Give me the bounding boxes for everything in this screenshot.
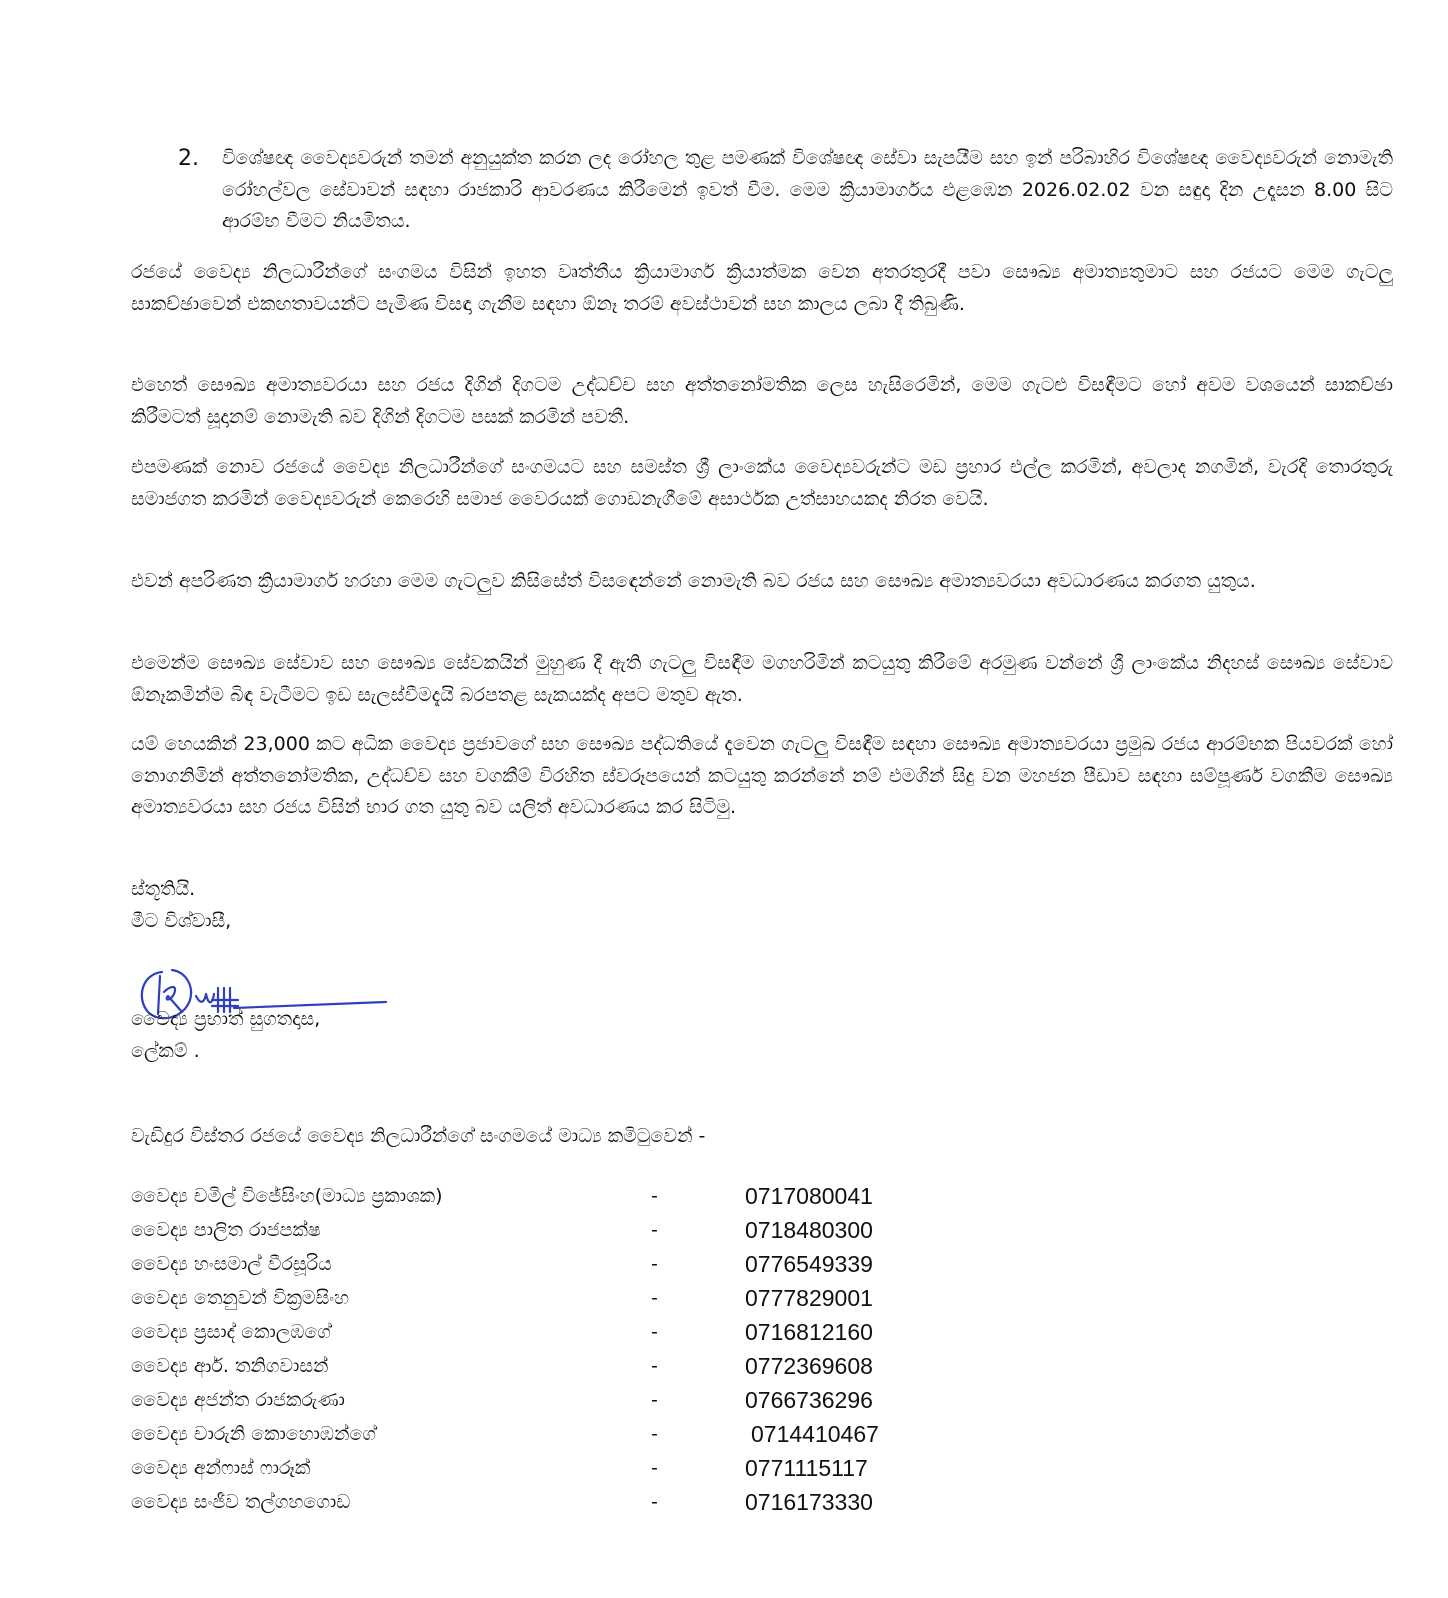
- closing-thanks: ස්තූතියි.: [131, 878, 196, 900]
- contact-list: [131, 1179, 931, 1519]
- paragraph-2: එහෙත් සෞඛ්‍ය අමාත්‍යවරයා සහ රජය දිගින් දිගටම උද්ධච්ච සහ අත්තනෝමතික ලෙස හැසිරෙමින්, මෙම ගැටළු විසඳීමට හෝ අවම වශයෙන් සාකච්ඡා කිරීමටත් සූදානම් නොමැති බව දිගින් දිගටම පසක් කරමින් පවතී.: [131, 374, 1393, 428]
- contact-row: [131, 1179, 931, 1213]
- contact-row: [131, 1349, 931, 1383]
- contact-separator: -: [651, 1253, 658, 1275]
- paragraph-3: එපමණක් නොව රජයේ වෛද්‍ය නිලධාරීන්ගේ සංගමයට සහ සමස්ත ශ්‍රී ලාංකේය වෛද්‍යවරුන්ට මඩ ප්‍රහාර එල්ල කරමින්, අවලාද නගමින්, වැරදි තොරතුරු සමාජගත කරමින් වෛද්‍යවරුන් කෙරෙහි සමාජ වෛරයක් ගොඩනැගීමේ අසාර්ථක උත්සාහයකද නිරත වෙයි.: [131, 456, 1393, 510]
- contact-phone: 0717080041: [745, 1183, 873, 1209]
- paragraph-6: යම් හෙයකින් 23,000 කට අධික වෛද්‍ය ප්‍රජාවගේ සහ සෞඛ්‍ය පද්ධතියේ දැවෙන ගැටලු විසඳීම සඳහා සෞඛ්‍ය අමාත්‍යවරයා ප්‍රමුඛ රජය ආරම්භක පියවරක් හෝ නොගනිමින් අත්තනෝමතික, උද්ධච්ච සහ වගකීම් විරහිත ස්වරූපයෙන් කටයුතු කරන්නේ නම් එමගින් සිදු වන මහජන පීඩාව සඳහා සම්පූර්ණ වගකීම සෞඛ්‍ය අමාත්‍යවරයා සහ රජය විසින් භාර ගත යුතු බව යලිත් අවධාරණය කර සිටිමු.: [131, 733, 1393, 818]
- contact-separator: -: [651, 1491, 658, 1513]
- contact-phone: 0776549339: [745, 1251, 873, 1277]
- contact-name: වෛද්‍ය තෙනුවන් වික්‍රමසිංහ: [131, 1287, 350, 1309]
- contact-separator: -: [651, 1389, 658, 1411]
- contact-phone: 0766736296: [745, 1387, 873, 1413]
- signatory-title: ලේකම් .: [131, 1040, 200, 1062]
- contact-row: [131, 1315, 931, 1349]
- contact-name: වෛද්‍ය චමිල් විජේසිංහ(මාධ්‍ය ප්‍රකාශක): [131, 1185, 443, 1207]
- contact-separator: -: [651, 1287, 658, 1309]
- contact-separator: -: [651, 1423, 658, 1445]
- contact-name: වෛද්‍ය චාරුනි කොහොඹන්ගේ: [131, 1423, 376, 1445]
- list-item-number: 2.: [178, 146, 199, 171]
- contact-row: [131, 1281, 931, 1315]
- contact-phone: 0716812160: [745, 1319, 873, 1345]
- contact-phone: 0777829001: [745, 1285, 873, 1311]
- contact-phone: 0771115117: [745, 1455, 868, 1481]
- closing-faithfully: මීට විශ්වාසී,: [131, 910, 232, 932]
- contact-name: වෛද්‍ය සංජීව තල්ගහගොඩ: [131, 1491, 351, 1513]
- paragraph-5: එමෙන්ම සෞඛ්‍ය සේවාව සහ සෞඛ්‍ය සේවකයින් මුහුණ දී ඇති ගැටලු විසඳීම මගහරිමින් කටයුතු කිරීමේ අරමුණ වන්නේ ශ්‍රී ලාංකේය නිදහස් සෞඛ්‍ය සේවාව ඕනෑකමින්ම බිඳ වැටීමට ඉඩ සැලස්වීමදැයි බරපතළ සැකයක්ද අපට මතුව ඇත.: [131, 652, 1393, 706]
- contact-name: වෛද්‍ය පාලිත රාජපක්ෂ: [131, 1219, 321, 1241]
- contact-row: [131, 1485, 931, 1519]
- paragraph-4: එවන් අපරිණත ක්‍රියාමාර්ග හරහා මෙම ගැටලුව කිසිසේත් විසඳෙන්නේ නොමැති බව රජය සහ සෞඛ්‍ය අමාත්‍යවරයා අවධාරණය කරගත යුතුය.: [131, 570, 1256, 592]
- contact-row: [131, 1451, 931, 1485]
- contact-row: [131, 1417, 931, 1451]
- contact-phone: 0772369608: [745, 1353, 873, 1379]
- contact-phone: 0718480300: [745, 1217, 873, 1243]
- contact-row: [131, 1383, 931, 1417]
- contact-name: වෛද්‍ය ආර්. තනිගවාසන්: [131, 1355, 329, 1377]
- contact-name: වෛද්‍ය ප්‍රසාද් කොලඹගේ: [131, 1321, 331, 1343]
- contact-separator: -: [651, 1355, 658, 1377]
- paragraph-1: රජයේ වෛද්‍ය නිලධාරීන්ගේ සංගමය විසින් ඉහත වෘත්තීය ක්‍රියාමාර්ග ක්‍රියාත්මක වෙන අතරතුරදී පවා සෞඛ්‍ය අමාත්‍යතුමාට සහ රජයට මෙම ගැටලු සාකච්ඡාවෙන් එකඟතාවයන්ට පැමිණ විසඳා ගැනීම සඳහා ඕනෑ තරම් අවස්ථාවන් සහ කාලය ලබා දී තිබුණි.: [131, 261, 1393, 315]
- contact-separator: -: [651, 1457, 658, 1479]
- contact-phone: 0716173330: [745, 1489, 873, 1515]
- contact-name: වෛද්‍ය අජන්ත රාජකරුණා: [131, 1389, 345, 1411]
- contact-phone: 0714410467: [751, 1421, 879, 1447]
- list-item-text: විශේෂඥ වෛද්‍යවරුන් තමන් අනුයුක්ත කරන ලද රෝහල තුළ පමණක් විශේෂඥ සේවා සැපයීම සහ ඉන් පරිබාහිර විශේෂඥ වෛද්‍යවරුන් නොමැති රෝහල්වල සේවාවන් සඳහා රාජකාරි ආවරණය කිරීමෙන් ඉවත් වීම. මෙම ක්‍රියාමාර්ගය එළඹෙන 2026.02.02 වන සඳුදා දින උදෑසන 8.00 සිට ආරම්භ වීමට නියමිතය.: [222, 147, 1393, 232]
- contact-row: [131, 1213, 931, 1247]
- contact-name: වෛද්‍ය හංසමාල් වීරසූරිය: [131, 1253, 332, 1275]
- contact-row: [131, 1247, 931, 1281]
- signatory-name: වෛද්‍ය ප්‍රභාත් සුගතදාස,: [131, 1008, 321, 1030]
- contact-separator: -: [651, 1185, 658, 1207]
- contact-name: වෛද්‍ය අන්ෆාස් ෆාරූක්: [131, 1457, 311, 1479]
- contact-separator: -: [651, 1219, 658, 1241]
- contact-separator: -: [651, 1321, 658, 1343]
- media-committee-heading: වැඩිදුර විස්තර රජයේ වෛද්‍ය නිලධාරීන්ගේ සංගමයේ මාධ්‍ය කමිටුවෙන් -: [131, 1125, 706, 1147]
